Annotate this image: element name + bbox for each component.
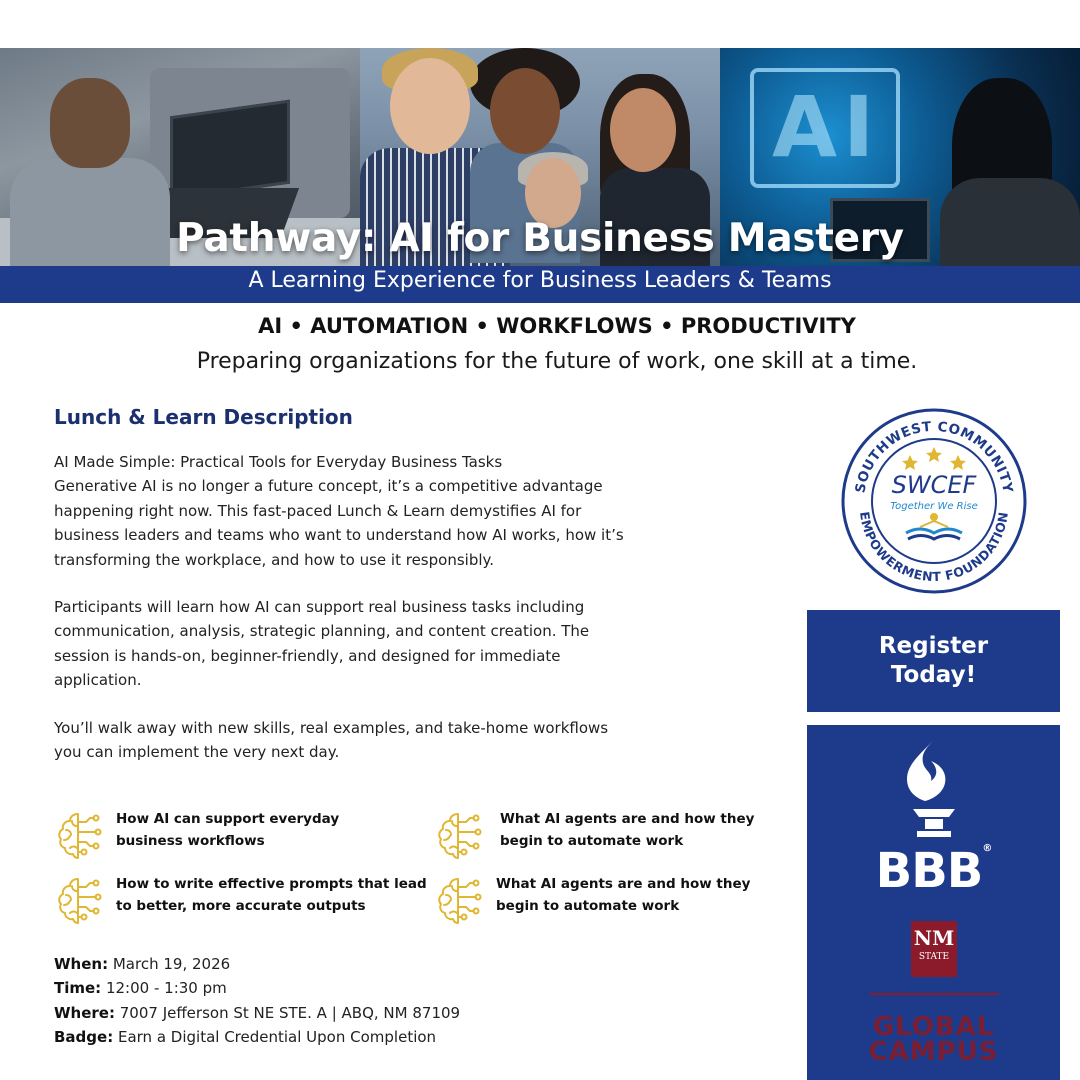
divider [869, 993, 999, 995]
when-row [54, 952, 460, 976]
swcef-seal-logo [840, 407, 1028, 595]
topic-tagline: AI • AUTOMATION • WORKFLOWS • PRODUCTIVITY [258, 314, 856, 338]
description-paragraph-1 [54, 450, 644, 572]
description-line: You’ll walk away with new skills, real examples, and take-home workflows [54, 719, 609, 737]
description-line: happening right now. This fast-paced Lunch & Learn demystifies AI for [54, 501, 582, 520]
global-campus-logo [807, 1012, 1060, 1067]
brain-circuit-icon [434, 808, 486, 860]
page-subtitle: A Learning Experience for Business Leaders & Teams [248, 268, 832, 293]
where-row [54, 1001, 460, 1025]
brain-circuit-icon [434, 873, 486, 925]
nm-logo-text: NM [913, 926, 955, 950]
description-line: Participants will learn how AI can support real business tasks including [54, 598, 585, 616]
partner-logos [807, 725, 1060, 1080]
where-label: Where: [54, 1003, 115, 1022]
seal-ring-top: SOUTHWEST COMMUNITY [852, 418, 1016, 495]
seal-ring-bottom: EMPOWERMENT FOUNDATION [857, 510, 1011, 585]
description-line: business leaders and teams who want to understand how AI works, how it’s [54, 526, 624, 545]
feature-line: begin to automate work [496, 898, 680, 914]
section-heading: Lunch & Learn Description [54, 405, 353, 429]
feature-line: What AI agents are and how they [496, 876, 751, 892]
time-row [54, 976, 460, 1000]
brain-circuit-icon [54, 808, 106, 860]
description-line: you can implement the very next day. [54, 743, 340, 762]
event-time: 12:00 - 1:30 pm [105, 979, 227, 998]
event-badge: Earn a Digital Credential Upon Completion [117, 1028, 437, 1047]
badge-label: Badge: [54, 1028, 114, 1047]
register-line: Today! [890, 662, 977, 688]
description-line: transforming the workplace, and how to use it responsibly. [54, 550, 495, 569]
feature-line: How AI can support everyday [116, 811, 340, 827]
event-date: March 19, 2026 [112, 955, 231, 973]
time-label: Time: [54, 979, 102, 998]
feature-line: to better, more accurate outputs [116, 898, 366, 914]
register-line: Register [878, 633, 989, 659]
event-location: 7007 Jefferson St NE STE. A | ABQ, NM 87109 [119, 1003, 461, 1022]
seal-motto: Together We Rise [890, 501, 978, 512]
feature-line: How to write effective prompts that lead [116, 876, 427, 892]
description-line: application. [54, 671, 142, 690]
global-line: GLOBAL [872, 1012, 995, 1042]
event-details [54, 952, 460, 1050]
badge-row [54, 1025, 460, 1049]
seal-acronym: SWCEF [891, 471, 977, 499]
campus-line: CAMPUS [868, 1037, 999, 1067]
description-line: AI Made Simple: Practical Tools for Everyday Business Tasks [54, 453, 503, 471]
ai-screen-text: AI [772, 78, 881, 176]
feature-line: business workflows [116, 833, 265, 849]
description-line: session is hands-on, beginner-friendly, and designed for immediate [54, 646, 561, 665]
state-logo-text: STATE [918, 952, 950, 962]
page-title: Pathway: AI for Business Mastery [176, 216, 904, 261]
description-paragraph-3 [54, 716, 644, 765]
top-margin [0, 0, 1080, 48]
nmsu-logo [911, 921, 957, 977]
register-button[interactable] [807, 610, 1060, 712]
when-label: When: [54, 955, 109, 973]
bbb-torch-icon [899, 737, 969, 849]
description-paragraph-2 [54, 595, 644, 693]
feature-line: begin to automate work [500, 833, 684, 849]
description-line: Generative AI is no longer a future concept, it’s a competitive advantage [54, 477, 603, 496]
brain-circuit-icon [54, 873, 106, 925]
registered-mark: ® [982, 843, 992, 854]
mission-line: Preparing organizations for the future of work, one skill at a time. [196, 349, 918, 374]
subtitle-bar [0, 266, 1080, 303]
description-line: communication, analysis, strategic planning, and content creation. The [54, 622, 590, 641]
bbb-logo-text: BBB [875, 843, 983, 899]
feature-line: What AI agents are and how they [500, 811, 755, 827]
